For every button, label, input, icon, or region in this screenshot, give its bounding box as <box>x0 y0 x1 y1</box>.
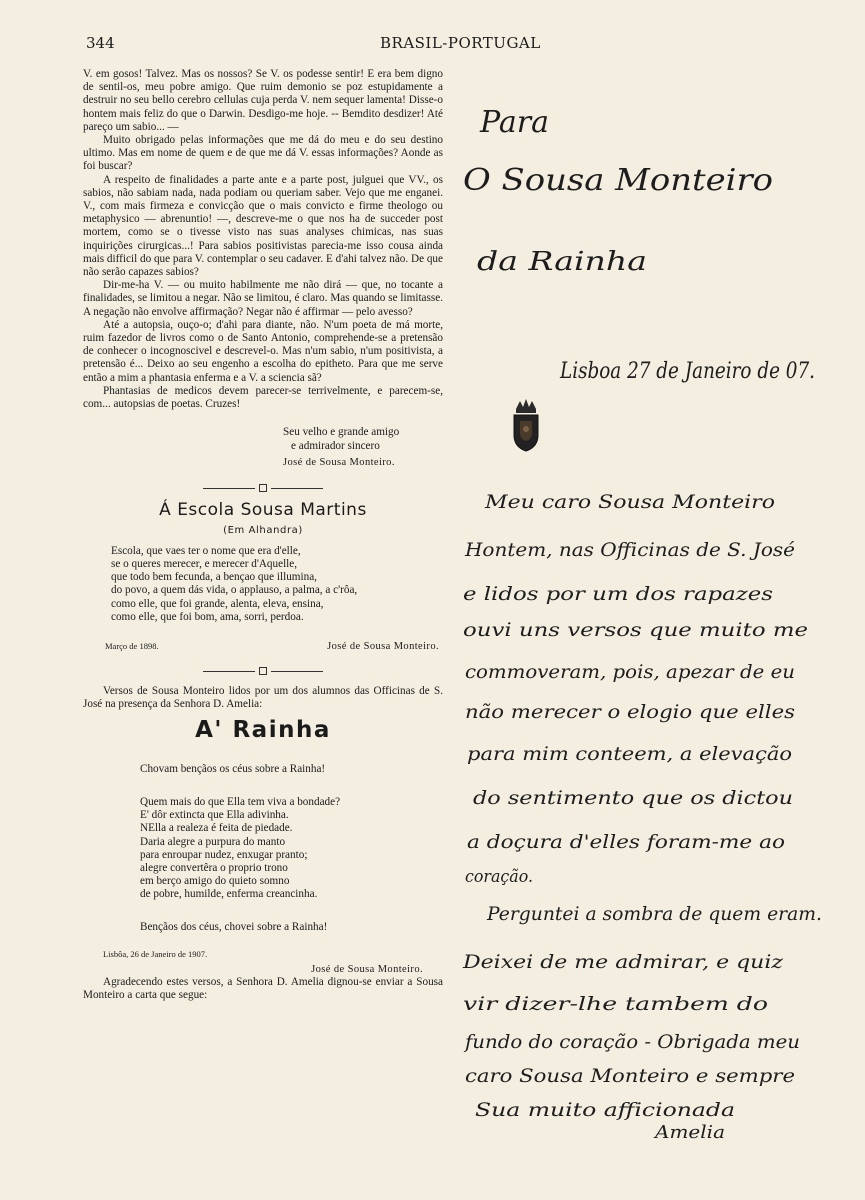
ornamental-divider <box>83 665 443 677</box>
manuscript-line: do sentimento que os dictou <box>473 787 793 809</box>
poem-line: para enroupar nudez, enxugar pranto; <box>140 848 308 861</box>
manuscript-line: coração. <box>465 867 533 887</box>
signoff-line: Seu velho e grande amigo <box>283 426 400 439</box>
letter-paragraph: A respeito de finalidades a parte ante e a parte post, julguei que VV., os sabios, não sabiam nada, nada podiam ou queriam saber. Vejo que me enganei. V., com mais firmeza e convicção que o mais convicto e firme theologo ou metaphysico — abrenuntio! —, descreve-me o que nos ha de succeder post mortem, como se o tivesse visto nas suas analyses chimicas, nas suas inquirições cirurgicas...! Para sabios positivistas parecia-me isso cousa ainda mais difficil do que para V. contemplar o seu cadaver. E d'ahi talvez não. De que não serão capazes sabios? <box>83 173 443 279</box>
manuscript-line: commoveram, pois, apezar de eu <box>465 661 795 683</box>
poem-date: Lisbôa, 26 de Janeiro de 1907. <box>103 948 208 959</box>
poem-rainha <box>140 763 443 934</box>
poem-line: que todo bem fecunda, a bençao que illumina, <box>111 571 317 584</box>
poem-line: Daria alegre a purpura do manto <box>140 835 286 848</box>
poem-ending: Bençãos dos céus, chovei sobre a Rainha! <box>140 920 328 933</box>
letter-paragraph: Até a autopsia, ouço-o; d'ahi para diante, não. N'um poeta de má morte, ruim fazedor de livros como o de Santo Antonio, comprehende-se a pretensão de conhecer o incognoscivel e descrevel-o. Mas n'um sabio, n'um positivista, a pretensão é... Deixo ao seu engenho a escolha do epitheto. Para que me serve então a mim a phantasia enferma e a V. a sciencia sã? <box>83 318 443 384</box>
poem-signature: José de Sousa Monteiro. <box>311 963 423 975</box>
poem-line: Quem mais do que Ella tem viva a bondade? <box>140 795 341 808</box>
left-column <box>83 68 443 1003</box>
letter-paragraph: V. em gosos! Talvez. Mas os nossos? Se V. os podesse sentir! E era bem digno de sentil-os, meu pobre amigo. Que ruim demonio se poz estupidamente a destruir no seu bello cerebro cellulas cuja perda V. nem sequer lamenta! Disse-o hontem mais feliz do que o Darwin. Desdigo-me hoje. -- Bemdito desdizer! Até pareço um sabio... — <box>83 68 443 133</box>
signoff-line: e admirador sincero <box>291 440 380 453</box>
manuscript-address-line: Para <box>480 105 549 140</box>
poem-line: se o queres merecer, e merecer d'Aquelle, <box>111 557 298 570</box>
running-title: BRASIL-PORTUGAL <box>380 34 541 52</box>
intro-paragraph: Versos de Sousa Monteiro lidos por um dos alumnos das Officinas de S. José na presença da Senhora D. Amelia: <box>83 685 443 711</box>
letter-signature: José de Sousa Monteiro. <box>283 457 395 469</box>
manuscript-line: caro Sousa Monteiro e sempre <box>465 1065 795 1087</box>
poem-line: em berço amigo do quieto somno <box>140 875 290 888</box>
letter-signoff <box>283 425 443 470</box>
manuscript-signature: Amelia <box>652 1122 725 1140</box>
manuscript-line: para mim conteem, a elevação <box>467 743 792 765</box>
manuscript-address-line: da Rainha <box>477 247 647 277</box>
manuscript-line: Deixei de me admirar, e quiz <box>461 951 785 973</box>
letter-paragraph: Phantasias de medicos devem parecer-se terrivelmente, e parecem-se, com... autopsias de poetas. Cruzes! <box>83 384 443 411</box>
poem-line: E' dôr extincta que Ella adivinha. <box>140 809 289 822</box>
poem-refrain: Chovam bençãos os céus sobre a Rainha! <box>140 762 326 775</box>
poem-date: Março de 1898. <box>105 640 159 651</box>
manuscript-line: fundo do coração - Obrigada meu <box>462 1031 800 1053</box>
poem-title: Á Escola Sousa Martins <box>159 500 367 521</box>
manuscript-line: Meu caro Sousa Monteiro <box>483 491 775 513</box>
page-number: 344 <box>86 34 115 52</box>
manuscript-body <box>462 491 822 1121</box>
manuscript-address <box>463 105 773 277</box>
letter-body <box>83 68 443 411</box>
poem-line: NElla a realeza é feita de piedade. <box>140 822 293 835</box>
closing-paragraph: Agradecendo estes versos, a Senhora D. Amelia dignou-se enviar a Sousa Monteiro a carta que segue: <box>83 976 443 1002</box>
letter-paragraph: Dir-me-ha V. — ou muito habilmente me não dirá — que, no tocante a finalidades, se limitou a negar. Não se limitou, é claro. Mas quando se limitasse. A negação não envolve affirmação? Negar não é affirmar — pelo avesso? <box>83 279 443 318</box>
poem-line: como elle, que foi grande, alenta, eleva, ensina, <box>111 597 324 610</box>
manuscript-place-date: Lisboa 27 de Janeiro de 07. <box>559 359 815 384</box>
poem-signature: José de Sousa Monteiro. <box>327 640 439 652</box>
manuscript-address-line: O Sousa Monteiro <box>463 163 773 198</box>
poem-title-rainha: A' Rainha <box>195 716 331 743</box>
poem-footer <box>83 948 443 961</box>
poem-stanza <box>111 545 443 624</box>
manuscript-line: Hontem, nas Officinas de S. José <box>463 539 795 561</box>
ornamental-divider <box>83 482 443 494</box>
poem-line: Escola, que vaes ter o nome que era d'elle, <box>111 544 301 557</box>
manuscript-line: e lidos por um dos rapazes <box>463 583 774 605</box>
manuscript-line: não merecer o elogio que elles <box>465 701 796 723</box>
poem-line: do povo, a quem dás vida, o applauso, a palma, a c'rôa, <box>111 584 358 597</box>
poem-line: como elle, que foi bom, ama, sorri, perdoa. <box>111 610 304 623</box>
manuscript-line: a doçura d'elles foram-me ao <box>467 831 785 853</box>
poem-line: alegre convertêra o proprio trono <box>140 861 288 874</box>
manuscript-line: Sua muito afficionada <box>475 1099 735 1121</box>
poem-subtitle: (Em Alhandra) <box>223 525 303 537</box>
handwritten-letter <box>455 60 855 1140</box>
manuscript-line: ouvi uns versos que muito me <box>463 619 808 641</box>
poem-line: de pobre, humilde, enferma creancinha. <box>140 888 318 901</box>
manuscript-line: Perguntei a sombra de quem eram. <box>486 903 822 925</box>
manuscript-line: vir dizer-lhe tambem do <box>463 993 768 1015</box>
letter-paragraph: Muito obrigado pelas informações que me dá do meu e do seu destino ultimo. Mas em nome de quem e de que me dá V. essas informações? Aonde as foi buscar? <box>83 134 443 173</box>
poem-footer <box>83 640 443 653</box>
